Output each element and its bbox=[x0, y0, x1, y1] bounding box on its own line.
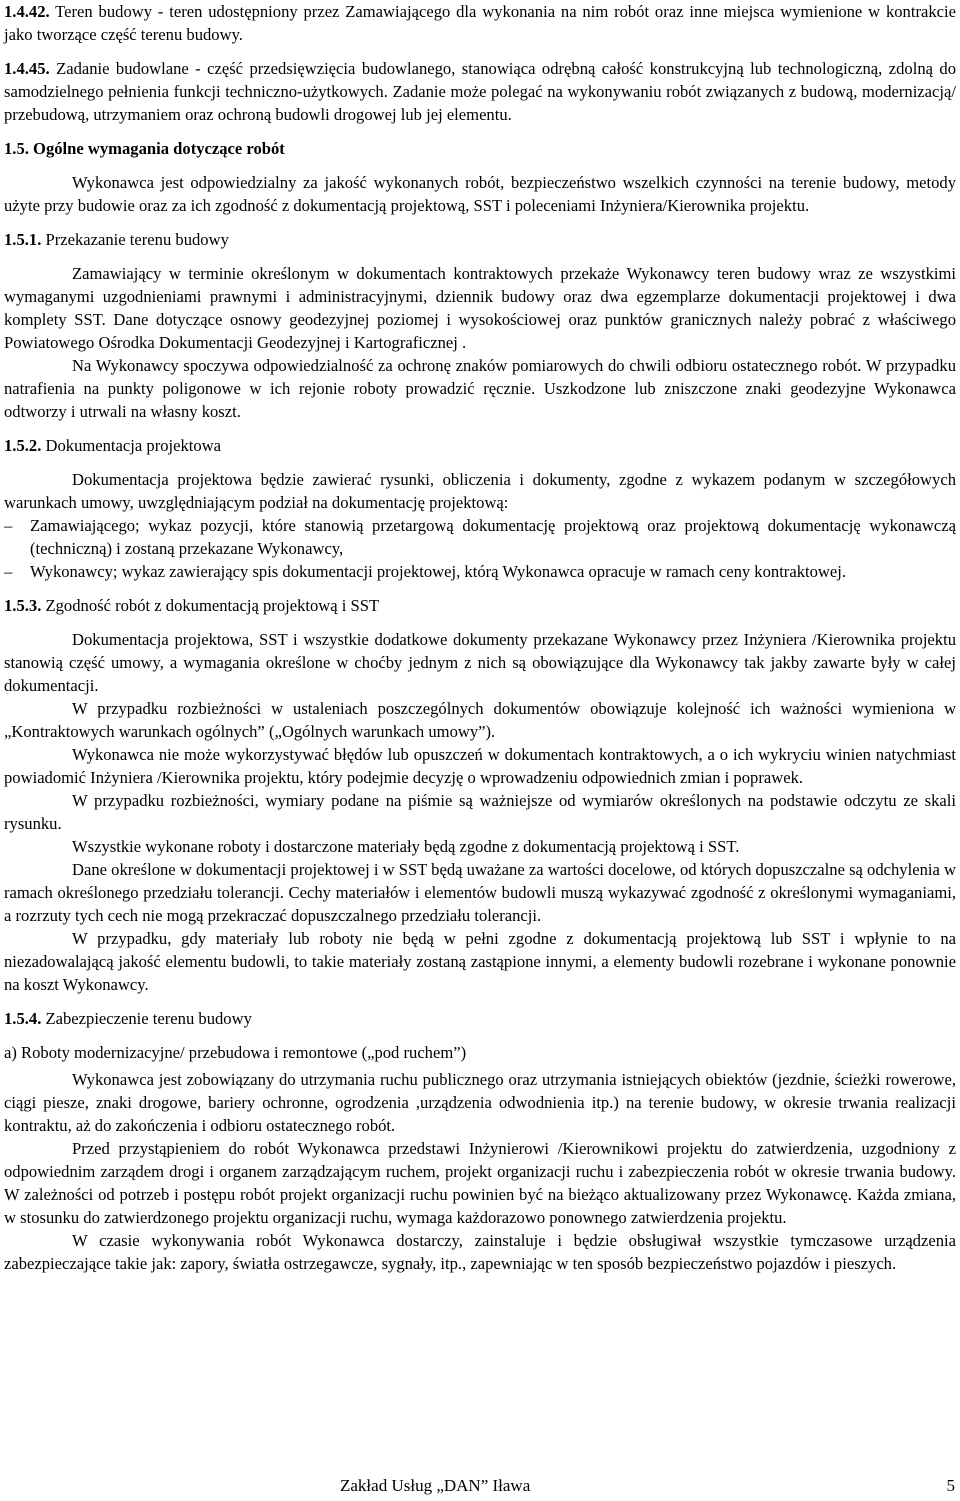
paragraph: Zamawiający w terminie określonym w dokumentach kontraktowych przekaże Wykonawcy teren budowy wraz ze wszystkimi wymaganymi uzgodnieniami prawnymi i administracyjnymi, dziennik budowy oraz dwa egzemplarze dokumentacji projektowej i dwa komplety SST. Dane dotyczące osnowy geodezyjnej poziomej i wysokościowej oraz punktów granicznych należy pobrać z właściwego Powiatowego Ośrodka Dokumentacji Geodezyjnej i Kartograficznej . bbox=[4, 264, 956, 352]
section-title: Dokumentacja projektowa bbox=[41, 436, 222, 455]
paragraph: W przypadku, gdy materiały lub roboty nie będą w pełni zgodne z dokumentacją projektową lub SST i wpłynie to na niezadowalającą jakość elementu budowli, to takie materiały zostaną zastąpione innymi, a elementy budowli rozebrane i wykonane ponownie na koszt Wykonawcy. bbox=[4, 929, 956, 994]
list-item-text: Zamawiającego; wykaz pozycji, które stanowią przetargową dokumentację projektową oraz projektową dokumentację wykonawczą (techniczną) i zostaną przekazane Wykonawcy, bbox=[30, 516, 956, 558]
section-title: Zgodność robót z dokumentacją projektową i SST bbox=[41, 596, 380, 615]
heading-1-5-2 bbox=[4, 434, 956, 457]
footer-company: Zakład Usług „DAN” Iława bbox=[340, 1476, 531, 1495]
heading-1-5 bbox=[4, 137, 956, 160]
page-number: 5 bbox=[946, 1476, 955, 1495]
subheading-a: a) Roboty modernizacyjne/ przebudowa i remontowe („pod ruchem”) bbox=[4, 1043, 467, 1062]
list-item-text: Wykonawcy; wykaz zawierający spis dokumentacji projektowej, którą Wykonawca opracuje w ramach ceny kontraktowej. bbox=[30, 562, 847, 581]
heading-1-5-1 bbox=[4, 228, 956, 251]
document-page bbox=[4, 0, 956, 1275]
section-1-4-45 bbox=[4, 57, 956, 126]
paragraph: W przypadku rozbieżności w ustaleniach poszczególnych dokumentów obowiązuje kolejność ich ważności wymieniona w „Kontraktowych warunkach ogólnych” („Ogólnych warunkach umowy”). bbox=[4, 699, 956, 741]
section-title: Ogólne wymagania dotyczące robót bbox=[28, 139, 285, 158]
section-number: 1.5.3. bbox=[4, 596, 42, 615]
section-number: 1.5.1. bbox=[4, 230, 42, 249]
section-text: Teren budowy - teren udostępniony przez Zamawiającego dla wykonania na nim robót oraz inne miejsca wymienione w kontrakcie jako tworzące część terenu budowy. bbox=[4, 2, 956, 44]
paragraph: Dokumentacja projektowa będzie zawierać rysunki, obliczenia i dokumenty, zgodne z wykazem podanym w szczegółowych warunkach umowy, uwzględniającym podział na dokumentację projektową: bbox=[4, 470, 956, 512]
paragraph: Wykonawca nie może wykorzystywać błędów lub opuszczeń w dokumentach kontraktowych, a o ich wykryciu winien natychmiast powiadomić Inżyniera /Kierownika projektu, który podejmie decyzję o wprowadzeniu odpowiednich zmian i poprawek. bbox=[4, 745, 956, 787]
section-1-4-42 bbox=[4, 0, 956, 46]
paragraph: Przed przystąpieniem do robót Wykonawca przedstawi Inżynierowi /Kierownikowi projektu do zatwierdzenia, uzgodniony z odpowiednim zarządem drogi i organem zarządzającym ruchem, projekt organizacji ruchu i zabezpieczenia robót w okresie trwania budowy. W zależności od potrzeb i postępu robót projekt organizacji ruchu powinien być na bieżąco aktualizowany przez Wykonawcę. Każda zmiana, w stosunku do zatwierdzonego projektu organizacji ruchu, wymaga każdorazowo ponownego zatwierdzenia projektu. bbox=[4, 1139, 956, 1227]
list-item bbox=[4, 514, 956, 560]
paragraph: Wszystkie wykonane roboty i dostarczone materiały będą zgodne z dokumentacją projektową i SST. bbox=[72, 837, 740, 856]
section-number: 1.4.45. bbox=[4, 59, 50, 78]
documentation-list bbox=[4, 514, 956, 583]
dash-bullet: – bbox=[4, 516, 13, 535]
paragraph: Dane określone w dokumentacji projektowej i w SST będą uważane za wartości docelowe, od których dopuszczalne są odchylenia w ramach określonego przedziału tolerancji. Cechy materiałów i elementów budowli muszą wykazywać zgodność z określonymi wymaganiami, a rozrzuty tych cech nie mogą przekraczać dopuszczalnego przedziału tolerancji. bbox=[4, 860, 956, 925]
paragraph: Dokumentacja projektowa, SST i wszystkie dodatkowe dokumenty przekazane Wykonawcy przez Inżyniera /Kierownika projektu stanowią część umowy, a wymagania określone w choćby jednym z nich są obowiązujące dla Wykonawcy tak jakby zawarte były w całej dokumentacji. bbox=[4, 630, 956, 695]
paragraph: Wykonawca jest odpowiedzialny za jakość wykonanych robót, bezpieczeństwo wszelkich czynności na terenie budowy, metody użyte przy budowie oraz za ich zgodność z dokumentacją projektową, SST i poleceniami Inżyniera/Kierownika projektu. bbox=[4, 173, 956, 215]
section-number: 1.5.4. bbox=[4, 1009, 42, 1028]
list-item bbox=[4, 560, 956, 583]
section-text: Zadanie budowlane - część przedsięwzięcia budowlanego, stanowiąca odrębną całość konstrukcyjną lub technologiczną, zdolną do samodzielnego pełnienia funkcji techniczno-użytkowych. Zadanie może polegać na wykonywaniu robót związanych z budową, modernizacją/ przebudową, utrzymaniem oraz ochroną budowli drogowej lub jej elementu. bbox=[4, 59, 956, 124]
paragraph: W czasie wykonywania robót Wykonawca dostarczy, zainstaluje i będzie obsługiwał wszystkie tymczasowe urządzenia zabezpieczające takie jak: zapory, światła ostrzegawcze, sygnały, itp., zapewniając w ten sposób bezpieczeństwo pojazdów i pieszych. bbox=[4, 1231, 956, 1273]
section-title: Zabezpieczenie terenu budowy bbox=[41, 1009, 252, 1028]
section-title: Przekazanie terenu budowy bbox=[41, 230, 229, 249]
section-number: 1.4.42. bbox=[4, 2, 50, 21]
section-number: 1.5.2. bbox=[4, 436, 42, 455]
dash-bullet: – bbox=[4, 562, 13, 581]
heading-1-5-4 bbox=[4, 1007, 956, 1030]
section-number: 1.5. bbox=[4, 139, 29, 158]
heading-1-5-3 bbox=[4, 594, 956, 617]
paragraph: Wykonawca jest zobowiązany do utrzymania ruchu publicznego oraz utrzymania istniejących obiektów (jezdnie, ścieżki rowerowe, ciągi piesze, znaki drogowe, bariery ochronne, ogrodzenia ,urządzenia odwodnienia itp.) na terenie budowy, w okresie trwania realizacji kontraktu, aż do zakończenia i odbioru ostatecznego robót. bbox=[4, 1070, 956, 1135]
paragraph: W przypadku rozbieżności, wymiary podane na piśmie są ważniejsze od wymiarów określonych na podstawie odczytu ze skali rysunku. bbox=[4, 791, 956, 833]
paragraph: Na Wykonawcy spoczywa odpowiedzialność za ochronę znaków pomiarowych do chwili odbioru ostatecznego robót. W przypadku natrafienia na punkty poligonowe w ich rejonie roboty prowadzić ręcznie. Uszkodzone lub zniszczone znaki geodezyjne Wykonawca odtworzy i utrwali na własny koszt. bbox=[4, 356, 956, 421]
